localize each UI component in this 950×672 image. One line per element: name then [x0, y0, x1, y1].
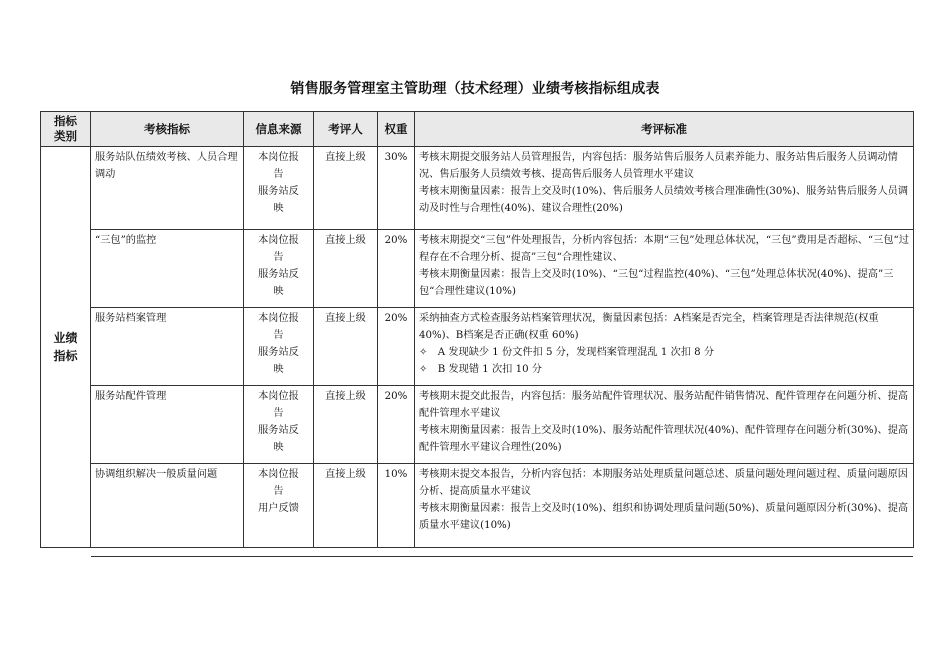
evaluator-cell: 直接上级 [314, 147, 378, 230]
evaluator-cell: 直接上级 [314, 308, 378, 386]
criteria-paragraph: 考核期末提交此报告，内容包括：服务站配件管理状况、服务站配件销售情况、配件管理存在问题分析、提高配件管理水平建议 [419, 391, 908, 419]
source-line: 服务站反 [258, 269, 299, 280]
criteria-cell [415, 386, 914, 464]
criteria-paragraph: 考核末期衡量因素：报告上交及时(10%)、售后服务人员绩效考核合理准确性(30%)、服务站售后服务人员调动及时性与合理性(40%)、建议合理性(20%) [419, 186, 909, 214]
evaluator-cell: 直接上级 [314, 464, 378, 548]
criteria-cell [415, 464, 914, 548]
source-cell [244, 308, 314, 386]
criteria-paragraph: 考核末期提交“三包”件处理报告，分析内容包括：本期“三包”处理总体状况，“三包”费用是否超标、“三包“过程存在不合理分析、提高”三包“合理性建议、 [419, 235, 909, 263]
table-row [41, 147, 914, 230]
indicator-cell: 服务站配件管理 [91, 386, 244, 464]
source-line: 映 [273, 364, 284, 375]
header-criteria: 考评标准 [415, 112, 914, 147]
header-weight: 权重 [378, 112, 415, 147]
criteria-paragraph: 考核末期衡量因素：报告上交及时(10%)、服务站配件管理状况(40%)、配件管理存在问题分析(30%)、提高配件管理水平建议合理性(20%) [419, 425, 909, 453]
header-category: 指标 类别 [41, 112, 91, 147]
table-row [41, 308, 914, 386]
weight-cell: 10% [378, 464, 415, 548]
weight-cell: 30% [378, 147, 415, 230]
table-bottom-rule [91, 556, 913, 557]
criteria-paragraph: ✧ A 发现缺少 1 份文件扣 5 分，发现档案管理混乱 1 次扣 8 分 [419, 347, 715, 358]
source-line: 映 [273, 203, 284, 214]
indicator-cell: 服务站档案管理 [91, 308, 244, 386]
indicator-cell: “三包”的监控 [91, 230, 244, 308]
table-row [41, 386, 914, 464]
source-line: 告 [273, 486, 284, 497]
source-line: 服务站反 [258, 186, 299, 197]
source-line: 映 [273, 442, 284, 453]
evaluator-cell: 直接上级 [314, 230, 378, 308]
source-line: 服务站反 [258, 425, 299, 436]
source-line: 本岗位报 [258, 313, 299, 324]
source-cell [244, 386, 314, 464]
source-line: 服务站反 [258, 347, 299, 358]
weight-cell: 20% [378, 386, 415, 464]
header-row [41, 112, 914, 147]
indicator-cell: 服务站队伍绩效考核、人员合理调动 [91, 147, 244, 230]
weight-cell: 20% [378, 308, 415, 386]
table-row [41, 230, 914, 308]
source-line: 本岗位报 [258, 391, 299, 402]
evaluator-cell: 直接上级 [314, 386, 378, 464]
criteria-paragraph: 采纳抽查方式检查服务站档案管理状况，衡量因素包括：A档案是否完全，档案管理是否法律规范(权重 40%)、B档案是否正确(权重 60%) [419, 313, 879, 341]
source-line: 本岗位报 [258, 235, 299, 246]
source-line: 用户反馈 [258, 503, 299, 514]
header-evaluator: 考评人 [314, 112, 378, 147]
criteria-paragraph: 考核期末提交本报告，分析内容包括：本期服务站处理质量问题总述、质量问题处理问题过程、质量问题原因分析、提高质量水平建议 [419, 469, 908, 497]
page-title: 销售服务管理室主管助理（技术经理）业绩考核指标组成表 [290, 81, 660, 97]
source-line: 告 [273, 408, 284, 419]
source-line: 告 [273, 330, 284, 341]
indicator-cell: 协调组织解决一般质量问题 [91, 464, 244, 548]
source-line: 告 [273, 252, 284, 263]
source-line: 本岗位报 [258, 469, 299, 480]
source-cell [244, 147, 314, 230]
category-cell: 业绩 指标 [41, 147, 91, 548]
header-source: 信息来源 [244, 112, 314, 147]
criteria-cell [415, 308, 914, 386]
criteria-cell [415, 230, 914, 308]
source-line: 本岗位报 [258, 152, 299, 163]
weight-cell: 20% [378, 230, 415, 308]
source-cell [244, 464, 314, 548]
source-cell [244, 230, 314, 308]
criteria-paragraph: ✧ B 发现错 1 次扣 10 分 [419, 364, 542, 375]
criteria-paragraph: 考核末期衡量因素：报告上交及时(10%)、组织和协调处理质量问题(50%)、质量问题原因分析(30%)、提高质量水平建议(10%) [419, 503, 909, 531]
kpi-table [40, 111, 914, 548]
source-line: 映 [273, 286, 284, 297]
criteria-cell [415, 147, 914, 230]
source-line: 告 [273, 169, 284, 180]
table-row [41, 464, 914, 548]
header-indicator: 考核指标 [91, 112, 244, 147]
criteria-paragraph: 考核末期提交服务站人员管理报告，内容包括：服务站售后服务人员素养能力、服务站售后服务人员调动情况、售后服务人员绩效考核、提高售后服务人员管理水平建议 [419, 152, 898, 180]
criteria-paragraph: 考核末期衡量因素：报告上交及时(10%)、“三包“过程监控(40%)、“三包”处理总体状况(40%)、提高”三包“合理性建议(10%) [419, 269, 894, 297]
